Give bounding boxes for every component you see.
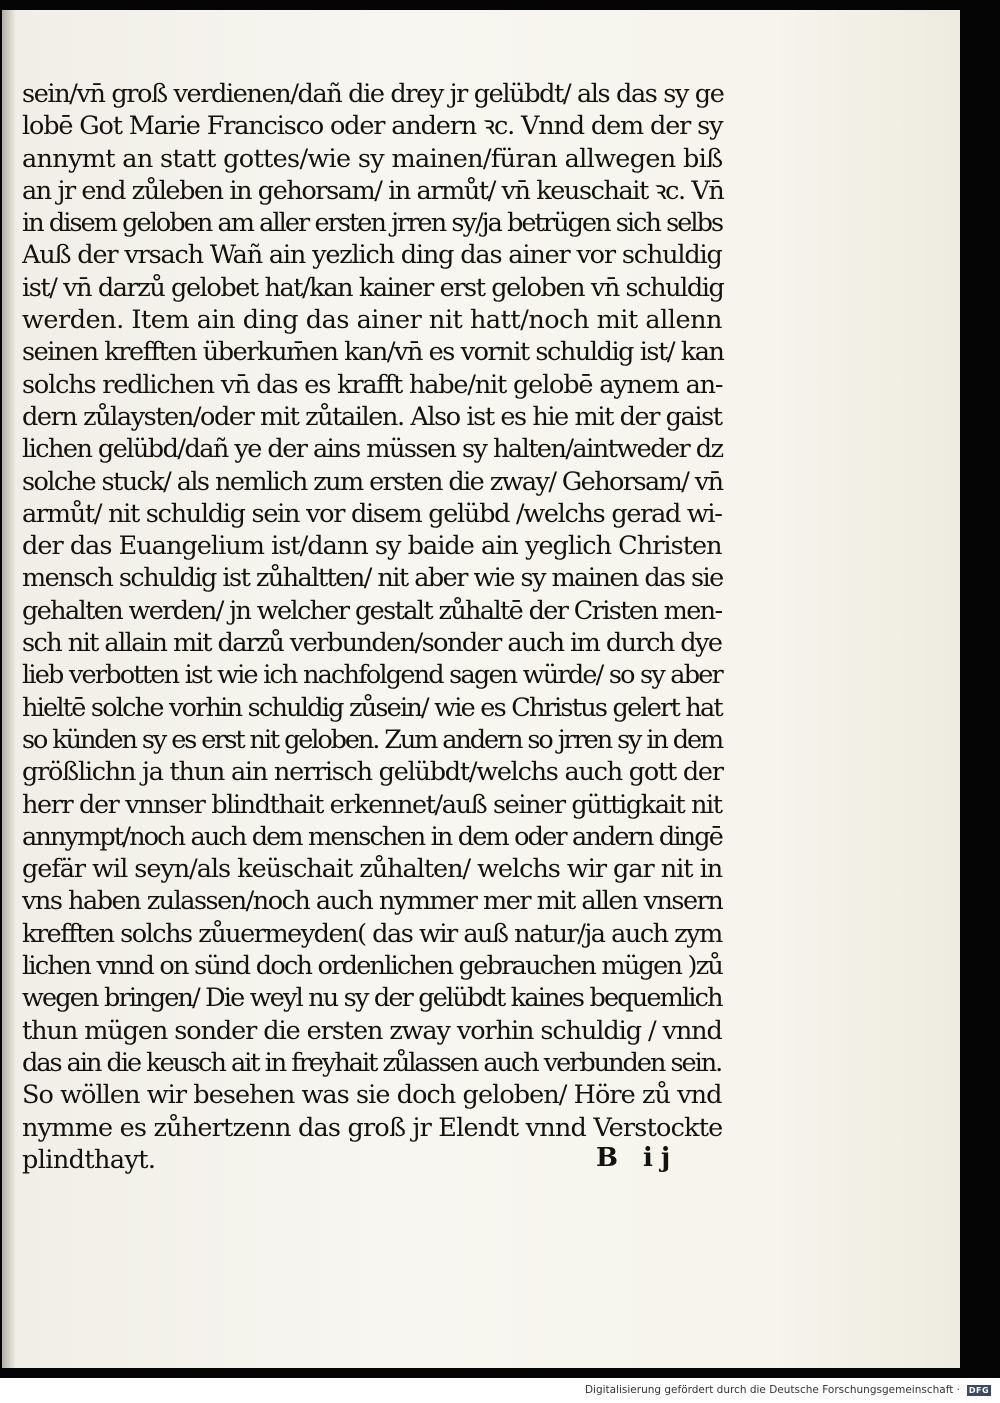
text-line: lieb verbotten ist wie ich nachfolgend sagen würde/ so sy aber xyxy=(22,660,722,691)
text-line: wegen bringen/ Die weyl nu sy der gelübdt kaines bequemlich xyxy=(22,983,722,1014)
text-line: werden. Item ain ding das ainer nit hatt/noch mit allenn xyxy=(22,305,723,336)
text-line: sein/vn̄ groß verdienen/dañ die drey jr gelübdt/ als das sy ge xyxy=(22,79,724,109)
text-line: hieltē solche vorhin schuldig zůsein/ wie es Christus gelert hat xyxy=(22,692,722,723)
text-line: lichen vnnd on sünd doch ordenlichen gebrauchen mügen )zů xyxy=(22,951,723,982)
text-line: sch nit allain mit darzů verbunden/sonder auch im durch dye xyxy=(22,628,722,659)
text-line: armůt/ nit schuldig sein vor disem gelübd /welchs gerad wi- xyxy=(22,498,722,529)
text-line: thun mügen sonder die ersten zway vorhin schuldig / vnnd xyxy=(22,1015,722,1046)
text-line: ist/ vn̄ darzů gelobet hat/kan kainer erst geloben vn̄ schuldig xyxy=(22,272,724,303)
text-line: solchs redlichen vn̄ das es krafft habe/nit gelobē aynem an- xyxy=(22,369,723,400)
text-line: lobē Got Marie Francisco oder andern ꝛc. Vnnd dem der sy xyxy=(22,111,723,142)
text-line: seinen krefften überkum̄en kan/vn̄ es vornit schuldig ist/ kan xyxy=(22,337,724,368)
text-line: gehalten werden/ jn welcher gestalt zůhaltē der Cristen men- xyxy=(22,595,722,626)
funding-credit: Digitalisierung gefördert durch die Deutsche Forschungsgemeinschaft · xyxy=(584,1384,960,1396)
signature-mark: B ij xyxy=(596,1143,679,1173)
text-line: lichen gelübd/dañ ye der ains müssen sy halten/aintweder dz xyxy=(22,434,723,465)
text-line: vns haben zulassen/noch auch nymmer mer mit allen vnsern xyxy=(22,886,723,917)
dfg-logo: DFG xyxy=(968,1386,990,1395)
text-line: solche stuck/ als nemlich zum ersten die zway/ Gehorsam/ vn̄ xyxy=(22,466,723,497)
text-line: an jr end zůleben in gehorsam/ in armůt/ vn̄ keuschait ꝛc. Vn̄ xyxy=(22,175,724,206)
text-line: plindthayt. xyxy=(22,1144,156,1175)
text-line: annymt an statt gottes/wie sy mainen/füran allwegen biß xyxy=(22,143,723,174)
text-line: in disem geloben am aller ersten jrren sy/ja betrügen sich selbs xyxy=(22,208,723,239)
text-line: nymme es zůhertzenn das groß jr Elendt vnnd Verstockte xyxy=(22,1112,723,1143)
text-line: annympt/noch auch dem menschen in dem oder andern dingē xyxy=(22,821,722,852)
text-line: größlichn ja thun ain nerrisch gelübdt/welchs auch gott der xyxy=(22,757,723,788)
text-line: der das Euangelium ist/dann sy baide ain yeglich Christen xyxy=(22,531,722,562)
text-line: mensch schuldig ist zůhaltten/ nit aber wie sy mainen das sie xyxy=(22,563,723,594)
text-line: Auß der vrsach Wañ ain yezlich ding das ainer vor schuldig xyxy=(22,240,722,271)
text-line: das ain die keusch ait in freyhait zůlassen auch verbunden sein. xyxy=(22,1047,722,1078)
text-line: So wöllen wir besehen was sie doch geloben/ Höre zů vnd xyxy=(22,1080,722,1111)
page-text xyxy=(22,78,732,1176)
footer-bar xyxy=(0,1378,1000,1403)
text-line: herr der vnnser blindthait erkennet/auß seiner güttigkait nit xyxy=(22,789,722,820)
book-page xyxy=(2,10,960,1368)
text-line: dern zůlaysten/oder mit zůtailen. Also ist es hie mit der gaist xyxy=(22,401,722,432)
text-line: so künden sy es erst nit geloben. Zum andern so jrren sy in dem xyxy=(22,724,723,755)
text-line: krefften solchs zůuermeyden( das wir auß natur/ja auch zym xyxy=(22,918,722,949)
text-line: gefär wil seyn/als keüschait zůhalten/ welchs wir gar nit in xyxy=(22,854,723,885)
